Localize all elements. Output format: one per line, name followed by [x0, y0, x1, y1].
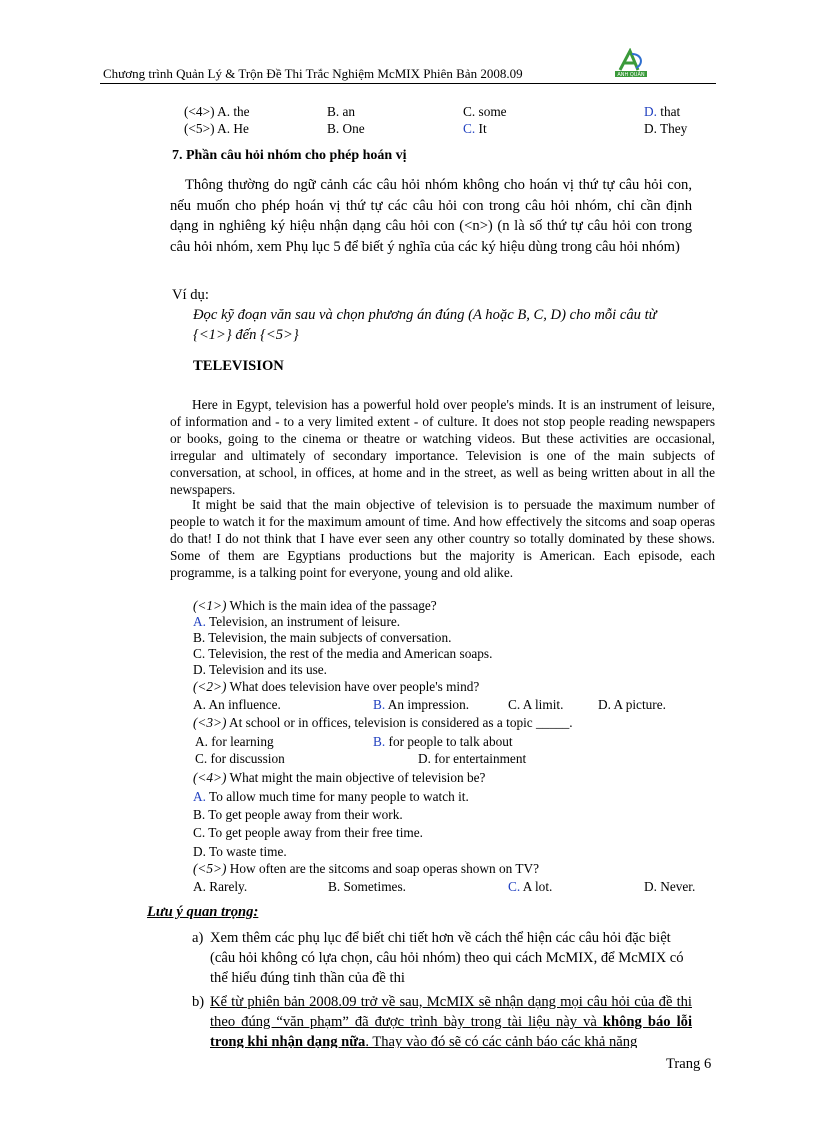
q3-option-c: C. for discussion	[195, 751, 285, 766]
q4-option-d: D. To waste time.	[193, 844, 287, 859]
q4-option-c: C. To get people away from their free time.	[193, 825, 423, 840]
option-5d: D. They	[644, 121, 688, 136]
example-label: Ví dụ:	[172, 287, 209, 303]
option-5a: (<5>) A. He	[184, 121, 249, 136]
option-4d	[644, 104, 680, 120]
q3-option-a: A. for learning	[195, 734, 274, 749]
question-4	[193, 770, 485, 786]
q3-option-b	[373, 734, 513, 750]
q4-option-b: B. To get people away from their work.	[193, 807, 403, 822]
option-text: A lot.	[520, 879, 553, 894]
question-5	[193, 861, 539, 877]
note-b-text	[210, 992, 692, 1048]
note-a-text: Xem thêm các phụ lục để biết chi tiết hơn về cách thể hiện các câu hỏi đặc biệt (câu hỏi không có lựa chọn, câu hỏi nhóm) theo qui cách McMIX, để McMIX có thể hiểu đúng tinh thần của đề thi	[210, 930, 684, 986]
option-5c	[463, 121, 487, 137]
q1-option-d: D. Television and its use.	[193, 662, 327, 677]
question-3	[193, 715, 573, 731]
q4-option-a	[193, 789, 469, 805]
q5-option-a: A. Rarely.	[193, 879, 248, 894]
page-number: Trang 6	[666, 1056, 712, 1072]
option-4a: (<4>) A. the	[184, 104, 250, 119]
example-instruction: Đọc kỹ đoạn văn sau và chọn phương án đúng (A hoặc B, C, D) cho mỗi câu từ {<1>} đến {<5>}	[193, 307, 657, 343]
note-a	[192, 928, 692, 988]
question-text: How often are the sitcoms and soap operas shown on TV?	[226, 861, 539, 876]
question-tag: (<5>)	[193, 861, 227, 876]
answer-letter: D.	[644, 104, 657, 119]
option-4b: B. an	[327, 104, 356, 119]
passage-paragraph-1: Here in Egypt, television has a powerful hold over people's minds. It is an instrument of leisure, of information and - to a very limited extent - of culture. It does not stop people reading newspapers or books, going to the cinema or theatre or watching videos. But these activities are occasional, irregular and ultimately of secondary importance. Television is one of the main subjects of conversation, at school, in offices, at home and in the street, as well as being written about in all the newspapers.	[170, 397, 715, 497]
question-text: What might the main objective of television be?	[226, 770, 486, 785]
question-1	[193, 598, 437, 614]
note-b-text-2: . Thay vào đó sẽ có các cảnh báo các khả năng	[365, 1034, 638, 1048]
q2-option-c: C. A limit.	[508, 697, 564, 712]
option-text: for people to talk about	[385, 734, 513, 749]
passage-title: TELEVISION	[193, 358, 284, 374]
section-paragraph: Thông thường do ngữ cảnh các câu hỏi nhóm không cho hoán vị thứ tự câu hỏi con, nếu muốn cho phép hoán vị thứ tự các câu hỏi con trong câu hỏi nhóm, chỉ cần định dạng in nghiêng ký hiệu nhận dạng câu hỏi con (<n>) (n là số thứ tự câu hỏi con trong câu hỏi nhóm, xem Phụ lục 5 để biết ý nghĩa của các ký hiệu dùng trong câu hỏi nhóm)	[170, 177, 692, 255]
note-b-marker: b)	[192, 994, 205, 1010]
q5-option-c	[508, 879, 552, 895]
passage-paragraph-2: It might be said that the main objective of television is to persuade the maximum number of people to watch it for the maximum amount of time. And how effectively the sitcoms and soap operas do that! I do not think that I have ever seen any other country so totally dominated by these shows. Some of them are Egyptians productions but the majority is American. Each episode, each programme, is a talking point for everyone, young and old alike.	[170, 497, 715, 580]
option-text: It	[475, 121, 487, 136]
question-2	[193, 679, 479, 695]
question-tag: (<2>)	[193, 679, 227, 694]
answer-letter: C.	[463, 121, 476, 136]
answer-letter: B.	[373, 697, 386, 712]
note-b-text-1: Kể từ phiên bản 2008.09 trở về sau, McMIX sẽ nhận dạng mọi câu hỏi của đề thi theo đúng “văn phạm” đã được trình bày trong tài liệu này và	[210, 994, 692, 1030]
section-heading: 7. Phần câu hỏi nhóm cho phép hoán vị	[172, 148, 407, 163]
header-title: Chương trình Quản Lý & Trộn Đề Thi Trắc Nghiệm McMIX Phiên Bản 2008.09	[103, 66, 523, 81]
question-text: At school or in offices, television is considered as a topic _____.	[226, 715, 573, 730]
option-5b: B. One	[327, 121, 365, 136]
option-text: that	[656, 104, 681, 119]
question-text: What does television have over people's mind?	[226, 679, 480, 694]
q1-option-c: C. Television, the rest of the media and American soaps.	[193, 646, 493, 661]
note-b	[192, 992, 692, 1048]
option-text: An impression.	[385, 697, 470, 712]
q5-option-d: D. Never.	[644, 879, 696, 894]
question-tag: (<4>)	[193, 770, 227, 785]
notes-title: Lưu ý quan trọng:	[147, 904, 259, 920]
q1-option-a	[193, 614, 400, 630]
answer-letter: A.	[193, 614, 206, 629]
option-text: To allow much time for many people to watch it.	[205, 789, 469, 804]
q2-option-a: A. An influence.	[193, 697, 281, 712]
q5-option-b: B. Sometimes.	[328, 879, 406, 894]
logo-text: ANH QUÂN	[617, 72, 645, 78]
q3-option-d: D. for entertainment	[418, 751, 527, 766]
q2-option-b	[373, 697, 469, 713]
option-4c: C. some	[463, 104, 507, 119]
header-divider	[100, 83, 716, 84]
question-tag: (<1>)	[193, 598, 227, 613]
question-text: Which is the main idea of the passage?	[226, 598, 437, 613]
answer-letter: B.	[373, 734, 386, 749]
note-a-marker: a)	[192, 930, 204, 946]
publisher-logo	[612, 48, 650, 78]
option-text: Television, an instrument of leisure.	[205, 614, 401, 629]
q1-option-b: B. Television, the main subjects of conversation.	[193, 630, 452, 645]
answer-letter: C.	[508, 879, 521, 894]
question-tag: (<3>)	[193, 715, 227, 730]
answer-letter: A.	[193, 789, 206, 804]
q2-option-d: D. A picture.	[598, 697, 666, 712]
note-b-bold: không báo lỗi trong khi nhận dạng nữa	[210, 1014, 692, 1048]
